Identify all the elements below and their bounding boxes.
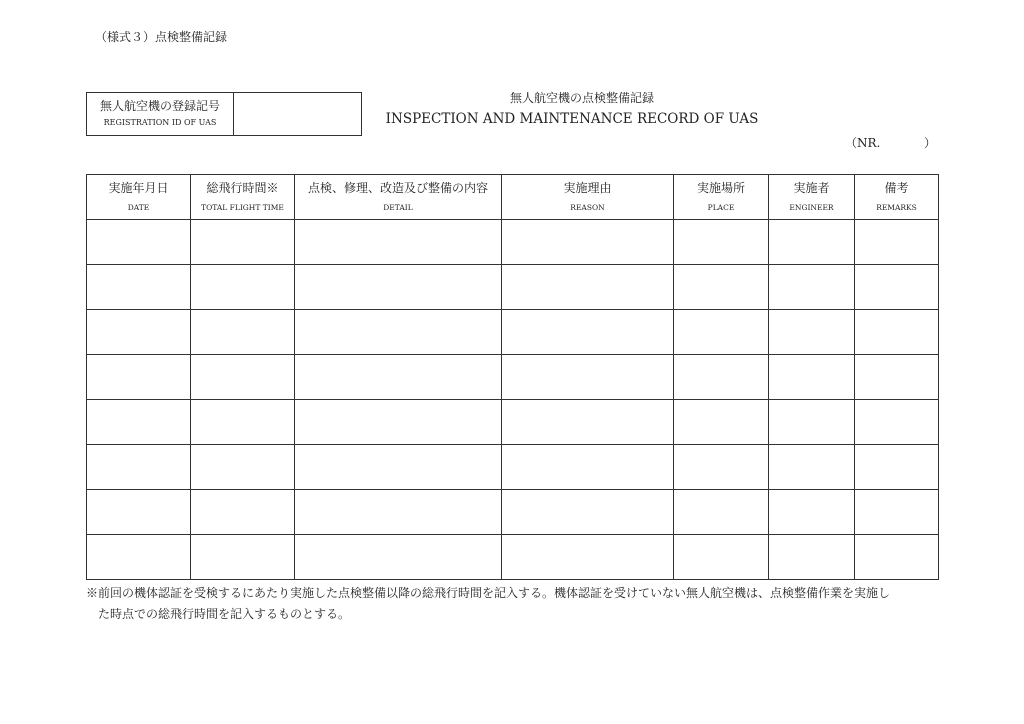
cell-remarks[interactable]: [855, 490, 939, 535]
column-label-jp: 実施場所: [696, 181, 745, 195]
footnote-line-2: た時点での総飛行時間を記入するものとする。: [98, 607, 351, 621]
cell-reason[interactable]: [502, 490, 674, 535]
cell-place[interactable]: [674, 265, 769, 310]
cell-remarks[interactable]: [855, 535, 939, 580]
table-row: [87, 490, 939, 535]
cell-place[interactable]: [674, 310, 769, 355]
cell-engineer[interactable]: [769, 535, 855, 580]
cell-date[interactable]: [87, 265, 191, 310]
registration-id-field[interactable]: [234, 93, 361, 135]
cell-reason[interactable]: [502, 265, 674, 310]
column-header-date: [87, 175, 191, 220]
cell-total-flight-time[interactable]: [191, 400, 295, 445]
cell-place[interactable]: [674, 445, 769, 490]
cell-date[interactable]: [87, 535, 191, 580]
column-label-en: PLACE: [707, 203, 735, 212]
table-row: [87, 445, 939, 490]
cell-engineer[interactable]: [769, 220, 855, 265]
record-number-close: ）: [924, 136, 937, 150]
column-label-jp: 備考: [884, 181, 909, 195]
cell-remarks[interactable]: [855, 265, 939, 310]
column-label-en: ENGINEER: [789, 203, 834, 212]
cell-date[interactable]: [87, 355, 191, 400]
column-label-jp: 実施理由: [563, 181, 612, 195]
cell-total-flight-time[interactable]: [191, 445, 295, 490]
cell-remarks[interactable]: [855, 220, 939, 265]
cell-total-flight-time[interactable]: [191, 265, 295, 310]
form-number: （様式３）点検整備記録: [95, 30, 228, 44]
cell-date[interactable]: [87, 400, 191, 445]
cell-total-flight-time[interactable]: [191, 490, 295, 535]
cell-detail[interactable]: [295, 355, 502, 400]
record-table: [86, 174, 939, 580]
cell-total-flight-time[interactable]: [191, 220, 295, 265]
cell-total-flight-time[interactable]: [191, 535, 295, 580]
table-row: [87, 535, 939, 580]
cell-remarks[interactable]: [855, 445, 939, 490]
cell-date[interactable]: [87, 445, 191, 490]
cell-engineer[interactable]: [769, 310, 855, 355]
column-label-jp: 点検、修理、改造及び整備の内容: [307, 181, 488, 195]
footnote-line-1: ※前回の機体認証を受検するにあたり実施した点検整備以降の総飛行時間を記入する。機体認証を受けていない無人航空機は、点検整備作業を実施し: [86, 586, 891, 600]
cell-place[interactable]: [674, 220, 769, 265]
cell-reason[interactable]: [502, 355, 674, 400]
cell-total-flight-time[interactable]: [191, 355, 295, 400]
column-header-remarks: [855, 175, 939, 220]
table-row: [87, 400, 939, 445]
cell-detail[interactable]: [295, 535, 502, 580]
cell-date[interactable]: [87, 490, 191, 535]
column-label-jp: 総飛行時間※: [206, 181, 279, 195]
column-header-detail: [295, 175, 502, 220]
registration-label: [87, 93, 234, 135]
document-title-jp: 無人航空機の点検整備記録: [509, 91, 654, 105]
cell-detail[interactable]: [295, 265, 502, 310]
cell-detail[interactable]: [295, 220, 502, 265]
column-label-en: REMARKS: [876, 203, 917, 212]
cell-engineer[interactable]: [769, 265, 855, 310]
table-body: [87, 220, 939, 580]
cell-total-flight-time[interactable]: [191, 310, 295, 355]
table-row: [87, 310, 939, 355]
cell-engineer[interactable]: [769, 490, 855, 535]
footnote: [86, 583, 946, 625]
column-label-jp: 実施者: [793, 181, 830, 195]
table-header-row: [87, 175, 939, 220]
column-label-en: TOTAL FLIGHT TIME: [201, 203, 284, 212]
cell-reason[interactable]: [502, 400, 674, 445]
cell-place[interactable]: [674, 400, 769, 445]
cell-remarks[interactable]: [855, 400, 939, 445]
cell-reason[interactable]: [502, 445, 674, 490]
table-row: [87, 220, 939, 265]
cell-place[interactable]: [674, 490, 769, 535]
registration-box: [86, 92, 362, 136]
table-row: [87, 355, 939, 400]
cell-reason[interactable]: [502, 310, 674, 355]
cell-date[interactable]: [87, 220, 191, 265]
column-header-total-flight-time: [191, 175, 295, 220]
registration-label-jp: 無人航空機の登録記号: [99, 99, 220, 113]
record-number-label: （NR.: [845, 136, 881, 150]
cell-place[interactable]: [674, 355, 769, 400]
cell-engineer[interactable]: [769, 355, 855, 400]
cell-detail[interactable]: [295, 400, 502, 445]
column-label-en: REASON: [570, 203, 605, 212]
document-title-en: INSPECTION AND MAINTENANCE RECORD OF UAS: [385, 111, 759, 127]
cell-engineer[interactable]: [769, 400, 855, 445]
cell-remarks[interactable]: [855, 355, 939, 400]
column-label-en: DATE: [127, 203, 150, 212]
cell-reason[interactable]: [502, 220, 674, 265]
cell-place[interactable]: [674, 535, 769, 580]
column-label-jp: 実施年月日: [108, 181, 169, 195]
cell-detail[interactable]: [295, 490, 502, 535]
cell-detail[interactable]: [295, 310, 502, 355]
column-header-place: [674, 175, 769, 220]
table-row: [87, 265, 939, 310]
cell-engineer[interactable]: [769, 445, 855, 490]
cell-reason[interactable]: [502, 535, 674, 580]
cell-date[interactable]: [87, 310, 191, 355]
column-label-en: DETAIL: [383, 203, 413, 212]
cell-remarks[interactable]: [855, 310, 939, 355]
column-header-reason: [502, 175, 674, 220]
registration-label-en: REGISTRATION ID OF UAS: [103, 118, 217, 127]
cell-detail[interactable]: [295, 445, 502, 490]
column-header-engineer: [769, 175, 855, 220]
